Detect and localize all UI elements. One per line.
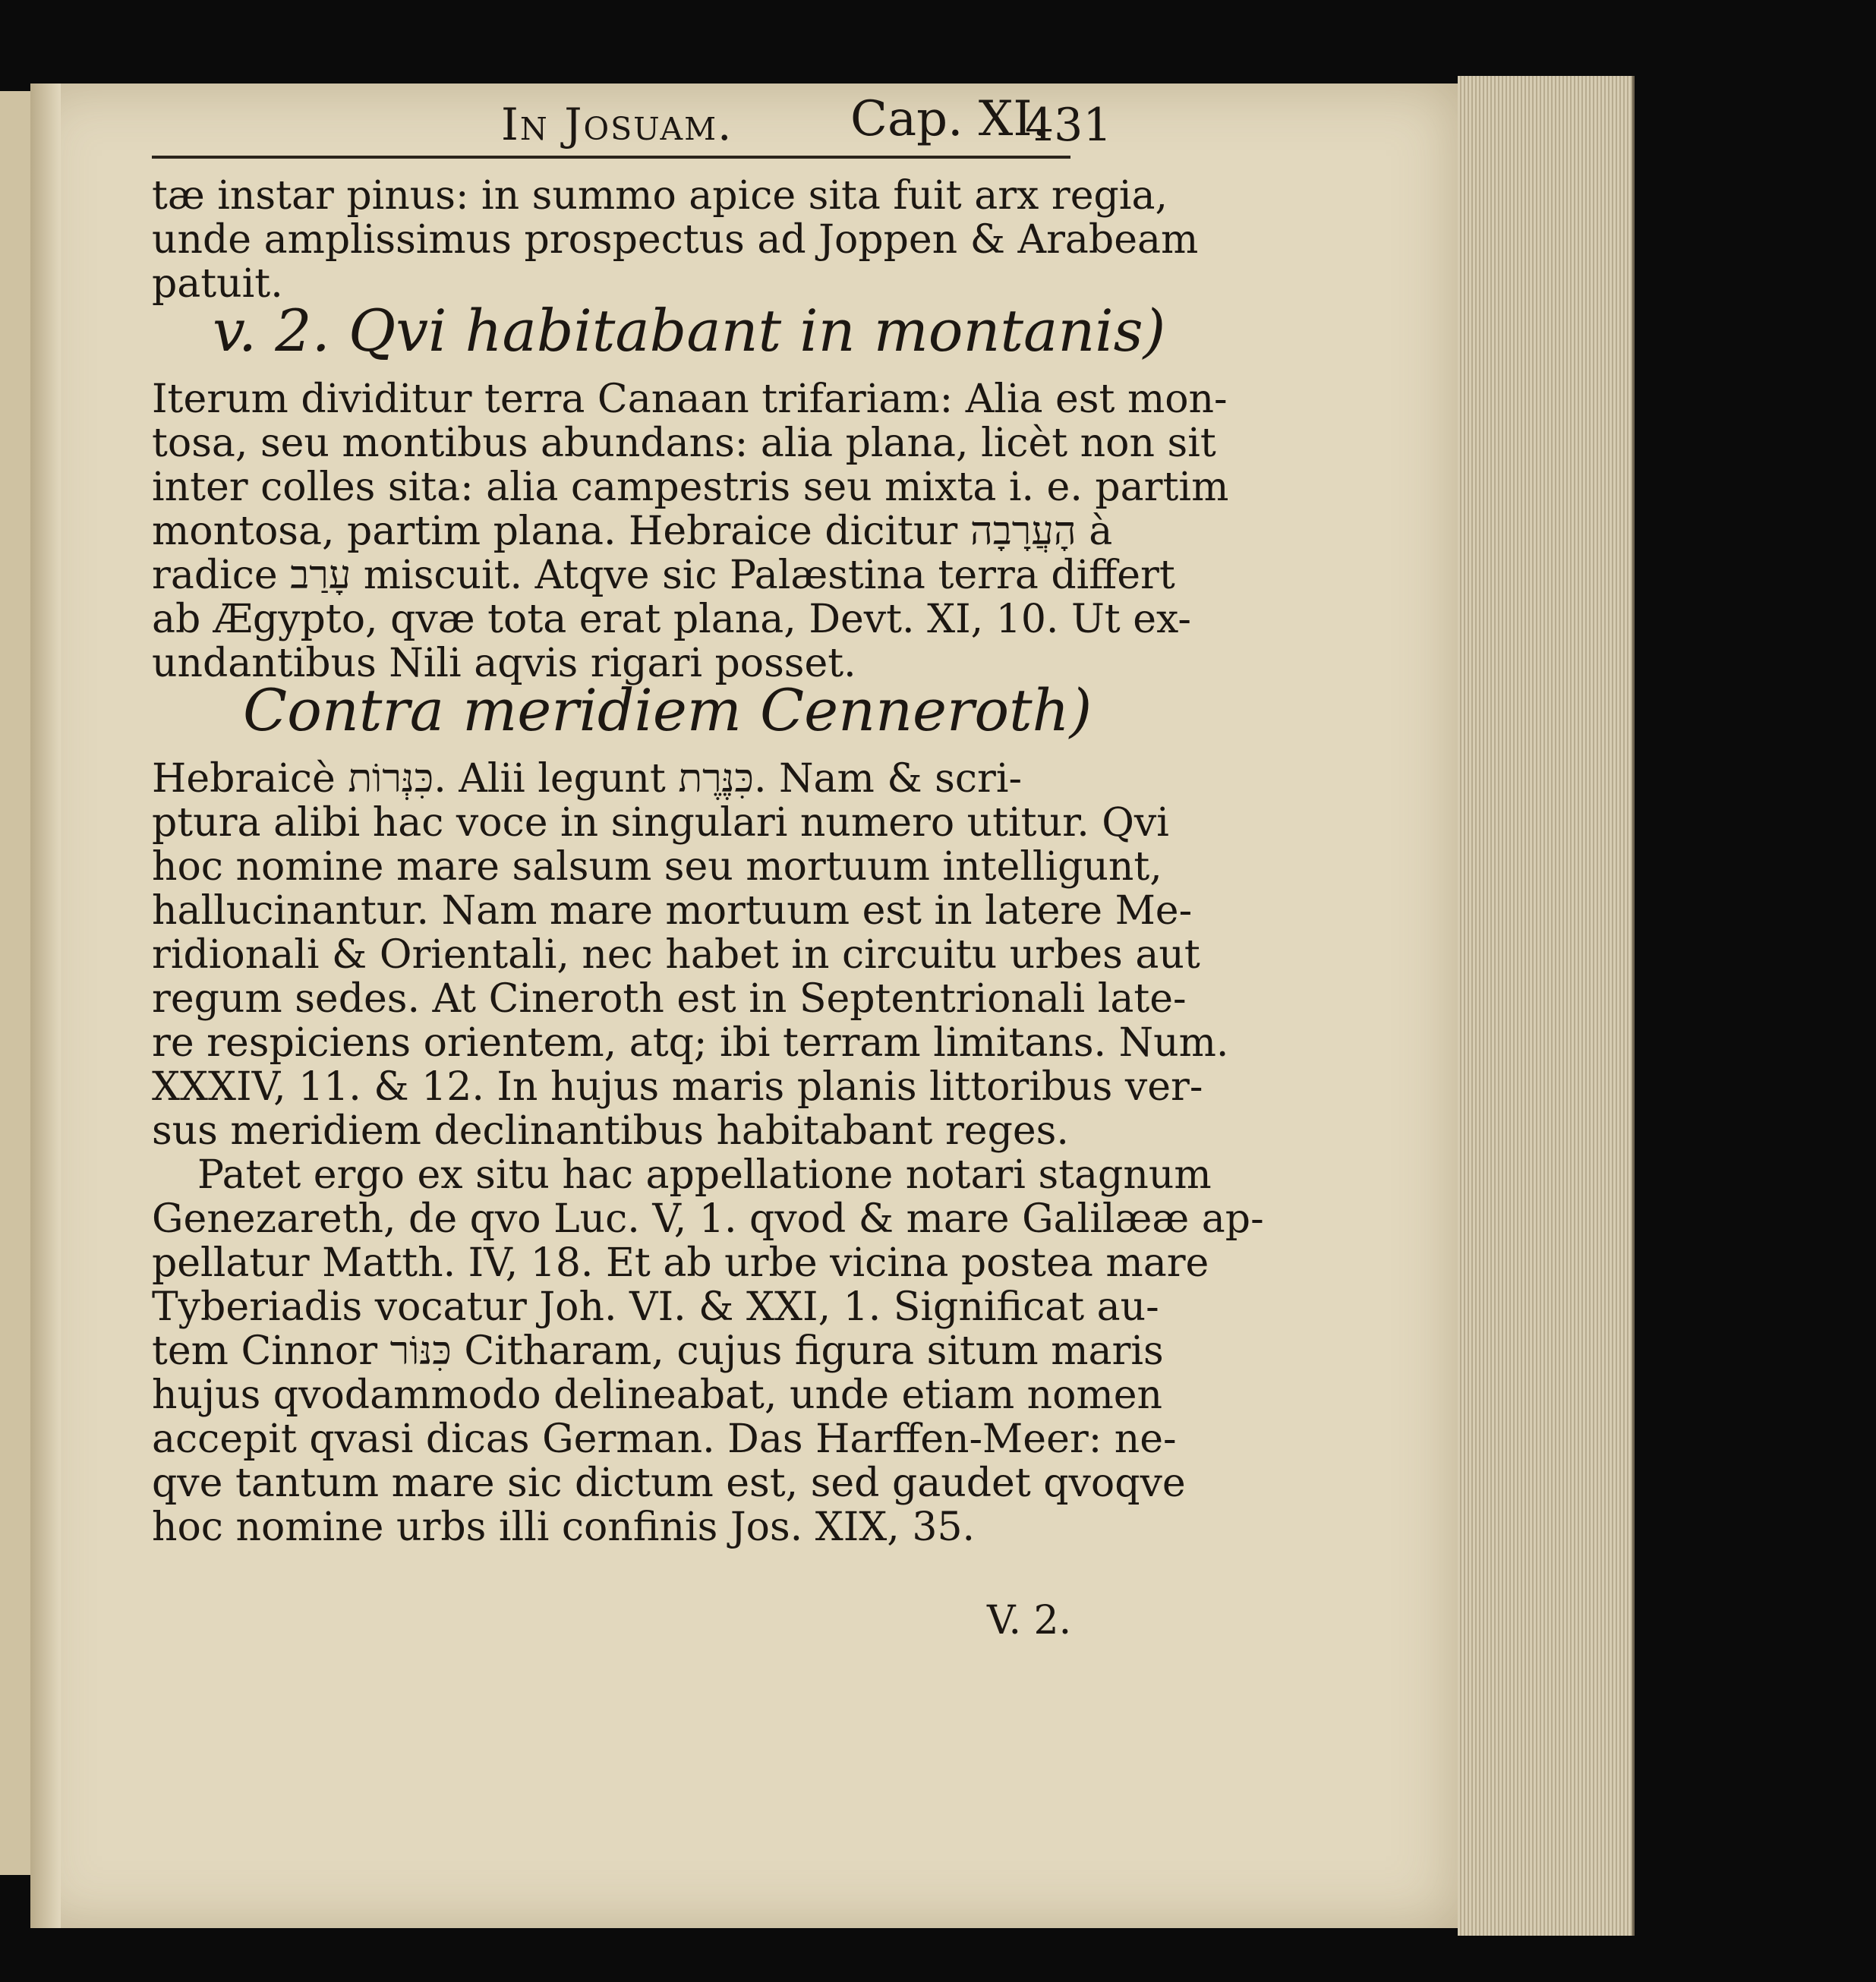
text-line: hoc nomine mare salsum seu mortuum intelligunt, [152, 844, 1162, 890]
page-fore-edge [1458, 76, 1635, 1936]
text-line: undantibus Nili aqvis rigari posset. [152, 641, 856, 686]
text-line: inter colles sita: alia campestris seu mixta i. e. partim [152, 465, 1229, 510]
text-line: Patet ergo ex situ hac appellatione notari stagnum [197, 1152, 1212, 1198]
text-line: ptura alibi hac voce in singulari numero utitur. Qvi [152, 800, 1169, 846]
text-line: tem Cinnor כִּנּוֹר Citharam, cujus figura situm maris [152, 1328, 1164, 1374]
text-line: tæ instar pinus: in summo apice sita fuit arx regia, [152, 173, 1168, 219]
page-header [395, 91, 1112, 159]
text-line: hoc nomine urbs illi confinis Jos. XIX, 35. [152, 1505, 976, 1550]
text-line: Hebraicè כִּנְּרוֹת. Alii legunt כִּנֶּרֶת. Nam & scri- [152, 756, 1023, 802]
text-line: Genezareth, de qvo Luc. V, 1. qvod & mare Galilææ ap- [152, 1196, 1264, 1242]
left-page-edge [0, 91, 32, 1875]
section-heading: Contra meridiem Cenneroth) [243, 676, 1092, 744]
running-head: In Josuam. [501, 99, 733, 150]
catchword: V. 2. [987, 1598, 1072, 1643]
header-rule [152, 156, 1070, 159]
text-line: sus meridiem declinantibus habitabant reges. [152, 1108, 1069, 1154]
text-line: patuit. [152, 261, 283, 307]
text-line: montosa, partim plana. Hebraice dicitur הָעֲרָבָה à [152, 509, 1113, 554]
text-line: accepit qvasi dicas German. Das Harffen-Meer: ne- [152, 1416, 1177, 1462]
text-line: qve tantum mare sic dictum est, sed gaudet qvoqve [152, 1461, 1186, 1506]
page-number: 431 [1025, 99, 1112, 152]
text-line: hujus qvodammodo delineabat, unde etiam nomen [152, 1372, 1163, 1418]
text-line: re respiciens orientem, atq; ibi terram limitans. Num. [152, 1020, 1229, 1066]
text-line: XXXIV, 11. & 12. In hujus maris planis littoribus ver- [152, 1064, 1203, 1110]
verse-heading: v. 2. Qvi habitabant in montanis) [213, 297, 1166, 364]
text-line: ridionali & Orientali, nec habet in circuitu urbes aut [152, 932, 1200, 978]
text-line: pellatur Matth. IV, 18. Et ab urbe vicina postea mare [152, 1240, 1209, 1286]
text-line: Iterum dividitur terra Canaan trifariam: Alia est mon- [152, 377, 1228, 422]
page-gutter [30, 84, 61, 1928]
text-line: unde amplissimus prospectus ad Joppen & Arabeam [152, 217, 1199, 263]
text-line: tosa, seu montibus abundans: alia plana, licèt non sit [152, 421, 1216, 466]
text-line: hallucinantur. Nam mare mortuum est in latere Me- [152, 888, 1193, 934]
text-line: ab Ægypto, qvæ tota erat plana, Devt. XI, 10. Ut ex- [152, 597, 1191, 642]
text-line: regum sedes. At Cineroth est in Septentrionali late- [152, 976, 1187, 1022]
text-line: radice עָרַב miscuit. Atqve sic Palæstina terra differt [152, 553, 1175, 598]
text-line: Tyberiadis vocatur Joh. VI. & XXI, 1. Significat au- [152, 1284, 1159, 1330]
chapter-label: Cap. XI. [850, 91, 1048, 147]
